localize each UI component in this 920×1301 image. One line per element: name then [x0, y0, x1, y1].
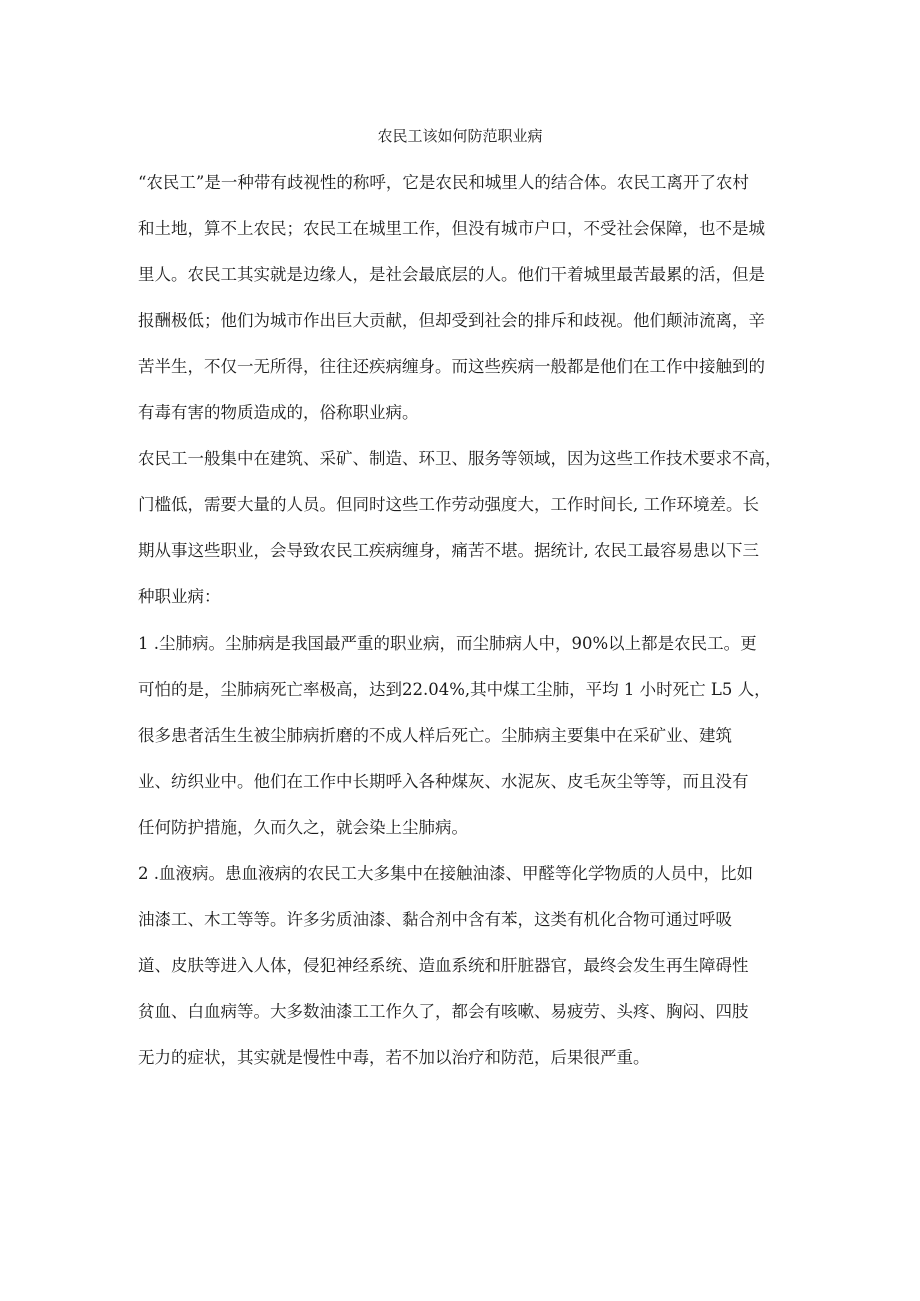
paragraph-1-line-6: 有毒有害的物质造成的，俗称职业病。 — [138, 403, 419, 422]
paragraph-3-line-1: 1 .尘肺病。尘肺病是我国最严重的职业病，而尘肺病人中，90%以上都是农民工。更 — [138, 634, 757, 653]
paragraph-2-line-2: 门槛低，需要大量的人员。但同时这些工作劳动强度大，工作时间长, 工作环境差。长 — [138, 495, 759, 514]
paragraph-4-line-4: 贫血、白血病等。大多数油漆工工作久了，都会有咳嗽、易疲劳、头疼、胸闷、四肢 — [138, 1002, 749, 1021]
paragraph-3-line-4: 业、纺织业中。他们在工作中长期呼入各种煤灰、水泥灰、皮毛灰尘等等，而且没有 — [138, 772, 749, 791]
paragraph-1-line-1: “农民工”是一种带有歧视性的称呼，它是农民和城里人的结合体。农民工离开了农村 — [138, 173, 749, 192]
document-title: 农民工该如何防范职业病 — [377, 127, 543, 145]
paragraph-4-line-3: 道、皮肤等进入人体，侵犯神经系统、造血系统和肝脏器官，最终会发生再生障碍性 — [138, 956, 749, 975]
paragraph-4-line-1: 2 .血液病。患血液病的农民工大多集中在接触油漆、甲醛等化学物质的人员中，比如 — [138, 864, 753, 883]
paragraph-2-line-4: 种职业病： — [138, 587, 221, 606]
paragraph-3-line-2: 可怕的是，尘肺病死亡率极高，达到22.04%,其中煤工尘肺，平均 1 小时死亡 L5 人， — [138, 680, 771, 699]
paragraph-2-line-3: 期从事这些职业，会导致农民工疾病缠身，痛苦不堪。据统计, 农民工最容易患以下三 — [138, 541, 759, 560]
paragraph-1-line-5: 苦半生，不仅一无所得，往往还疾病缠身。而这些疾病一般都是他们在工作中接触到的 — [138, 357, 765, 376]
paragraph-3-line-3: 很多患者活生生被尘肺病折磨的不成人样后死亡。尘肺病主要集中在采矿业、建筑 — [138, 726, 732, 745]
paragraph-1-line-3: 里人。农民工其实就是边缘人，是社会最底层的人。他们干着城里最苦最累的活，但是 — [138, 265, 765, 284]
paragraph-4-line-5: 无力的症状，其实就是慢性中毒，若不加以治疗和防范，后果很严重。 — [138, 1048, 650, 1067]
paragraph-3-line-5: 任何防护措施，久而久之，就会染上尘肺病。 — [138, 818, 468, 837]
paragraph-2-line-1: 农民工一般集中在建筑、采矿、制造、环卫、服务等领域，因为这些工作技术要求不高， — [138, 449, 782, 468]
paragraph-1-line-4: 报酬极低；他们为城市作出巨大贡献，但却受到社会的排斥和歧视。他们颠沛流离，辛 — [138, 311, 765, 330]
paragraph-4-line-2: 油漆工、木工等等。许多劣质油漆、黏合剂中含有苯，这类有机化合物可通过呼吸 — [138, 910, 732, 929]
paragraph-1-line-2: 和土地，算不上农民；农民工在城里工作，但没有城市户口，不受社会保障，也不是城 — [138, 219, 765, 238]
